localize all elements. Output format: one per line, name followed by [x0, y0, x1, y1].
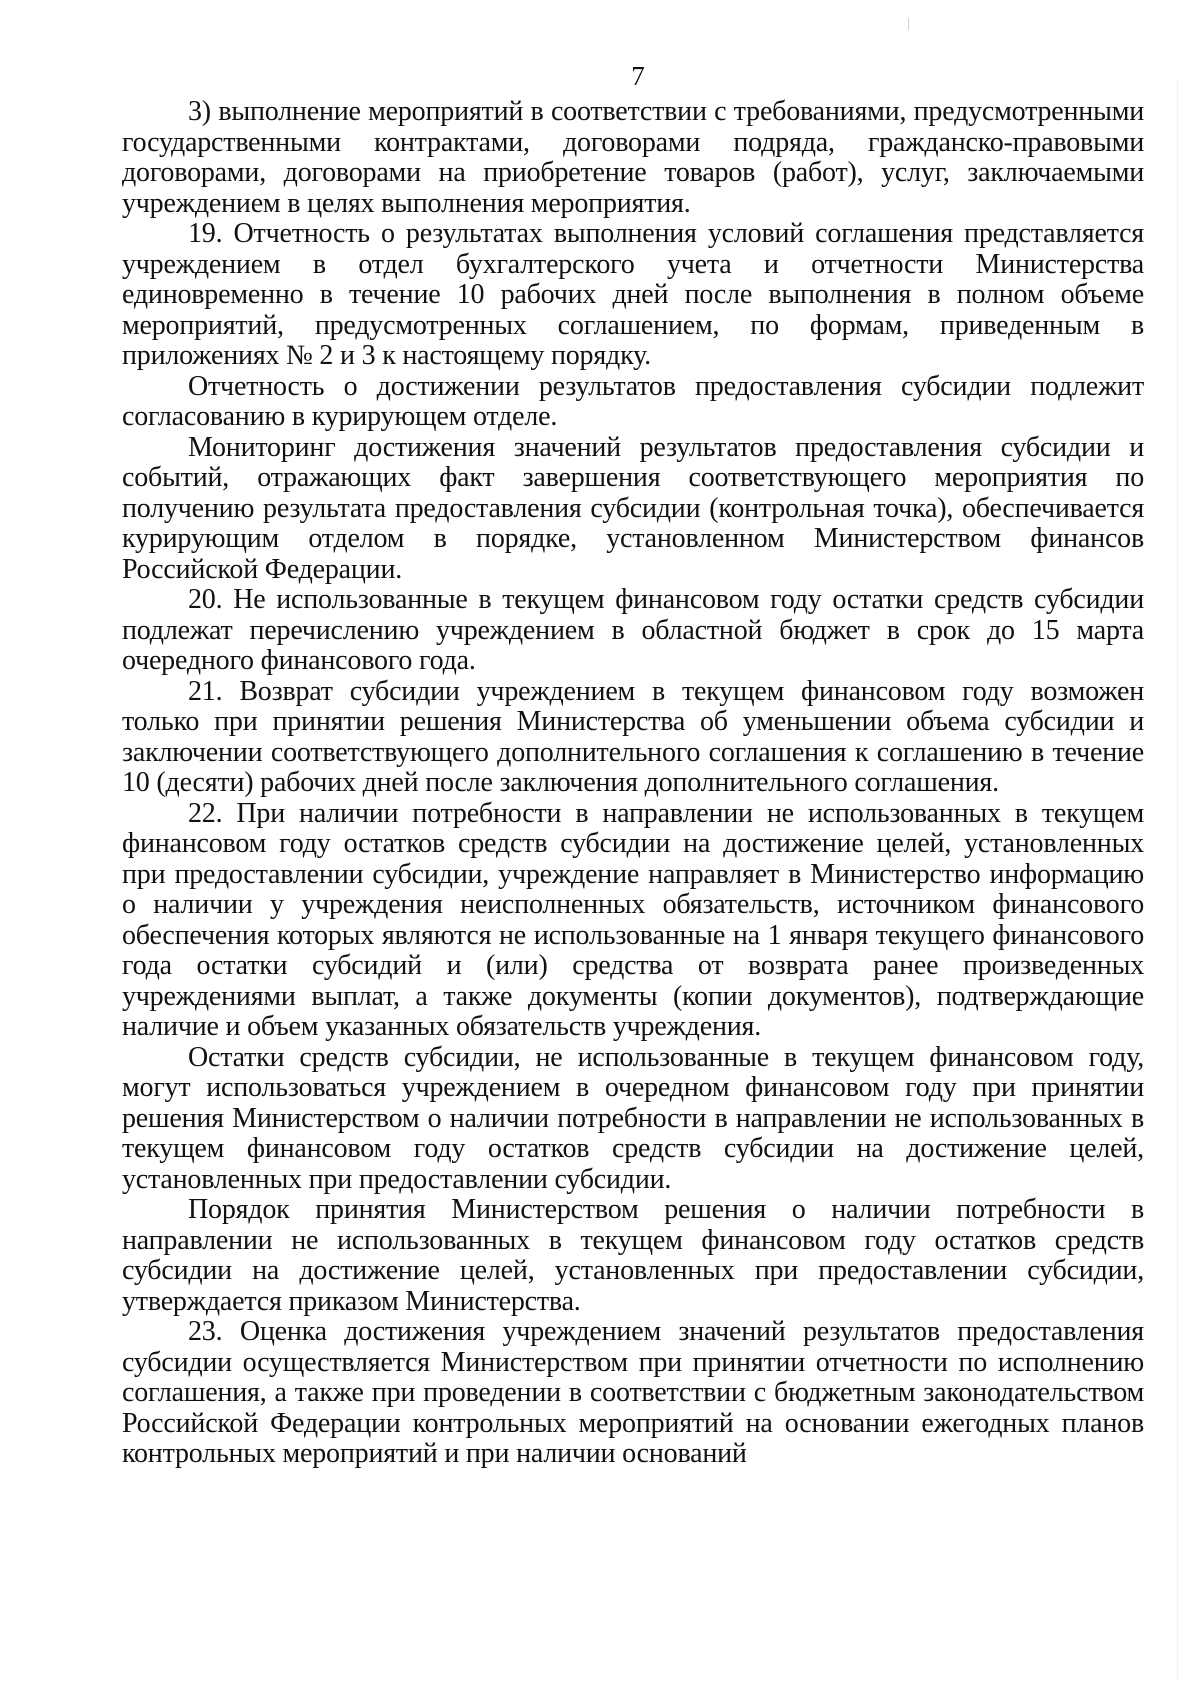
paragraph-monitoring: Мониторинг достижения значений результатов предоставления субсидии и событий, отражающих факт завершения соответствующего мероприятия по получению результата предоставления субсидии (контрольная точка), обеспечивается курирующим отделом в порядке, установленном Министерством финансов Российской Федерации.: [122, 431, 1144, 585]
paragraph-clause-22: 22. При наличии потребности в направлении не использованных в текущем финансовом году остатков средств субсидии на достижение целей, установленных при предоставлении субсидии, учреждение направляет в Министерство информацию о наличии у учреждения неисполненных обязательств, источником финансового обеспечения которых являются не использованные на 1 января текущего финансового года остатки субсидий и (или) средства от возврата ранее произведенных учреждениями выплат, а также документы (копии документов), подтверждающие наличие и объем указанных обязательств учреждения.: [122, 797, 1144, 1042]
paragraph-reporting-approval: Отчетность о достижении результатов предоставления субсидии подлежит согласованию в курирующем отделе.: [122, 370, 1144, 432]
paragraph-clause-20: 20. Не использованные в текущем финансовом году остатки средств субсидии подлежат перечислению учреждением в областной бюджет в срок до 15 марта очередного финансового года.: [122, 584, 1144, 676]
paragraph-unused-balances: Остатки средств субсидии, не использованные в текущем финансовом году, могут использоваться учреждением в очередном финансовом году при принятии решения Министерством о наличии потребности в направлении не использованных в текущем финансовом году остатков средств субсидии на достижение целей, установленных при предоставлении субсидии.: [122, 1041, 1144, 1195]
scan-edge-shadow: [1177, 80, 1178, 1680]
document-body: [122, 97, 1144, 1470]
paragraph-clause-23: 23. Оценка достижения учреждением значений результатов предоставления субсидии осуществляется Министерством при принятии отчетности по исполнению соглашения, а также при проведении в соответствии с бюджетным законодательством Российской Федерации контрольных мероприятий на основании ежегодных планов контрольных мероприятий и при наличии оснований: [122, 1316, 1144, 1469]
page-number: 7: [631, 61, 645, 91]
paragraph-clause-21: 21. Возврат субсидии учреждением в текущем финансовом году возможен только при принятии решения Министерства об уменьшении объема субсидии и заключении соответствующего дополнительного соглашения к соглашению в течение 10 (десяти) рабочих дней после заключения дополнительного соглашения.: [122, 675, 1144, 798]
paragraph-clause-3: 3) выполнение мероприятий в соответствии с требованиями, предусмотренными государственными контрактами, договорами подряда, гражданско-правовыми договорами, договорами на приобретение товаров (работ), услуг, заключаемыми учреждением в целях выполнения мероприятия.: [122, 96, 1144, 219]
scan-artifact: [908, 18, 909, 30]
paragraph-clause-19: 19. Отчетность о результатах выполнения условий соглашения представляется учреждением в отдел бухгалтерского учета и отчетности Министерства единовременно в течение 10 рабочих дней после выполнения в полном объеме мероприятий, предусмотренных соглашением, по формам, приведенным в приложениях № 2 и 3 к настоящему порядку.: [122, 218, 1144, 371]
paragraph-decision-procedure: Порядок принятия Министерством решения о наличии потребности в направлении не использованных в текущем финансовом году остатков средств субсидии на достижение целей, установленных при предоставлении субсидии, утверждается приказом Министерства.: [122, 1194, 1144, 1317]
